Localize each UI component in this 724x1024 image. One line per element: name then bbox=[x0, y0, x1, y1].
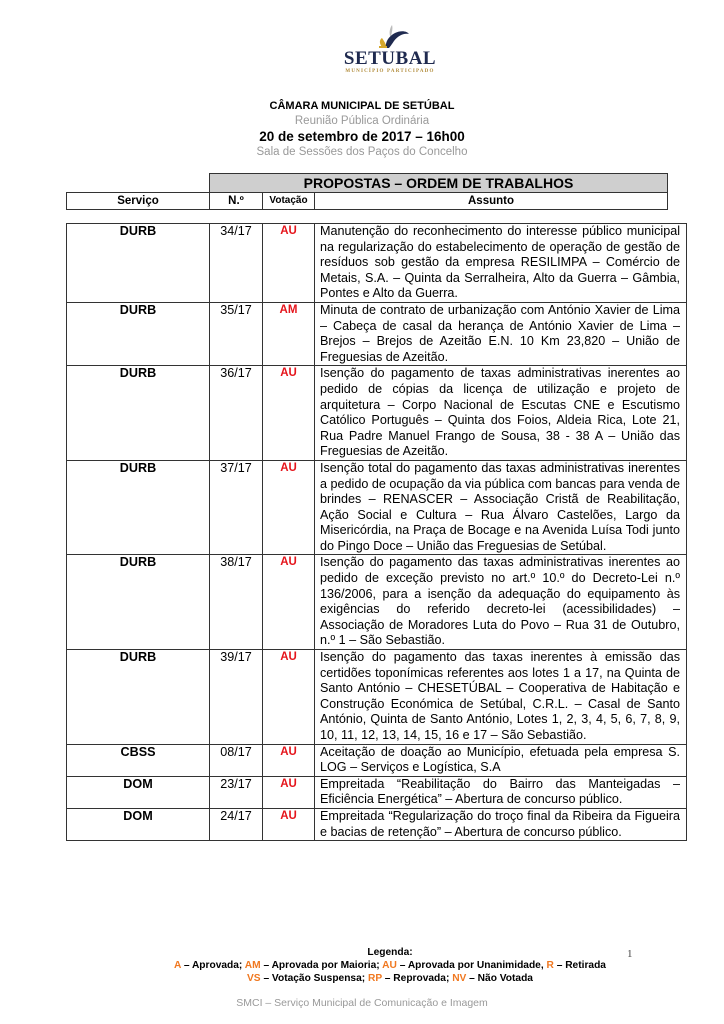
legend-label: – Aprovada por Maioria; bbox=[260, 960, 383, 971]
column-header-number: N.º bbox=[210, 193, 263, 210]
number-cell: 37/17 bbox=[210, 460, 263, 555]
page-number: 1 bbox=[627, 948, 633, 960]
legend-label: – Retirada bbox=[553, 960, 606, 971]
council-title: CÂMARA MUNICIPAL DE SETÚBAL bbox=[269, 100, 455, 112]
number-cell: 36/17 bbox=[210, 366, 263, 461]
service-cell: DURB bbox=[67, 650, 210, 745]
legend-label: – Aprovada por Unanimidade, bbox=[396, 960, 547, 971]
legend-title: Legenda: bbox=[367, 947, 413, 958]
subject-cell: Manutenção do reconhecimento do interesse público municipal na regularização do estabelecimento de operação de gestão de resíduos sob gestão da empresa RESILIMPA – Comércio de Metais, S.A. – Quinta da Serralheira, Alto da Guerra – Gâmbia, Pontes e Alto da Guerra. bbox=[315, 224, 687, 303]
subject-cell: Empreitada “Regularização do troço final da Ribeira da Figueira e bacias de retenção” – Abertura de concurso público. bbox=[315, 808, 687, 840]
table-row bbox=[67, 366, 687, 461]
service-cell: DURB bbox=[67, 302, 210, 365]
subject-cell: Aceitação de doação ao Município, efetuada pela empresa S. LOG – Serviços e Logística, S.A bbox=[315, 744, 687, 776]
header-spacer bbox=[67, 174, 210, 193]
vote-cell: AU bbox=[263, 808, 315, 840]
service-cell: DURB bbox=[67, 555, 210, 650]
table-row bbox=[67, 555, 687, 650]
legend-code: AM bbox=[244, 960, 261, 971]
number-cell: 23/17 bbox=[210, 776, 263, 808]
number-cell: 35/17 bbox=[210, 302, 263, 365]
vote-legend bbox=[0, 946, 724, 985]
service-cell: DOM bbox=[67, 808, 210, 840]
number-cell: 08/17 bbox=[210, 744, 263, 776]
subject-cell: Minuta de contrato de urbanização com António Xavier de Lima – Cabeça de casal da herança de António Xavier de Lima – Brejos – Brejos de Azeitão E.N. 10 Km 23,820 – União de Freguesias de Azeitão. bbox=[315, 302, 687, 365]
document-heading bbox=[0, 99, 724, 160]
service-cell: DURB bbox=[67, 224, 210, 303]
agenda-header-table bbox=[66, 173, 668, 210]
column-header-service: Serviço bbox=[67, 193, 210, 210]
number-cell: 24/17 bbox=[210, 808, 263, 840]
vote-cell: AU bbox=[263, 776, 315, 808]
setubal-logo bbox=[340, 22, 440, 78]
legend-code: RP bbox=[368, 973, 382, 984]
service-cell: DOM bbox=[67, 776, 210, 808]
subject-cell: Isenção total do pagamento das taxas administrativas inerentes a pedido de ocupação da via pública com bancas para venda de brindes – RENASCER – Associação Cristã de Reabilitação, Ação Social e Cultura – Rua Álvaro Castelões, Largo da Misericórdia, na Praça de Bocage e na Avenida Luísa Todi junto do Pingo Doce – União das Freguesias de Setúbal. bbox=[315, 460, 687, 555]
vote-cell: AM bbox=[263, 302, 315, 365]
logo-tagline: MUNICÍPIO PARTICIPADO bbox=[345, 69, 435, 74]
legend-code: A bbox=[174, 960, 181, 971]
legend-line-2 bbox=[0, 972, 724, 985]
table-row bbox=[67, 650, 687, 745]
subject-cell: Empreitada “Reabilitação do Bairro das Manteigadas – Eficiência Energética” – Abertura de concurso público. bbox=[315, 776, 687, 808]
agenda-banner: PROPOSTAS – ORDEM DE TRABALHOS bbox=[210, 174, 668, 193]
subject-cell: Isenção do pagamento das taxas inerentes à emissão das certidões toponímicas referentes aos lotes 1 a 17, na Quinta de Santo António – CHESETÚBAL – Cooperativa de Habitação e Construção Económica de Setúbal, C.R.L. – Casal de Santo António, Quinta de Santo António, Lotes 1, 2, 3, 4, 5, 6, 7, 8, 9, 10, 11, 12, 13, 14, 15, 16 e 17 – São Sebastião. bbox=[315, 650, 687, 745]
vote-cell: AU bbox=[263, 744, 315, 776]
legend-code: R bbox=[546, 960, 554, 971]
legend-label: – Não Votada bbox=[466, 973, 533, 984]
table-row bbox=[67, 776, 687, 808]
service-cell: CBSS bbox=[67, 744, 210, 776]
table-row bbox=[67, 302, 687, 365]
agenda-table bbox=[66, 223, 687, 841]
legend-label: – Votação Suspensa; bbox=[260, 973, 368, 984]
legend-label: – Reprovada; bbox=[381, 973, 453, 984]
vote-cell: AU bbox=[263, 460, 315, 555]
meeting-date: 20 de setembro de 2017 – 16h00 bbox=[259, 129, 465, 144]
table-row bbox=[67, 224, 687, 303]
legend-code: AU bbox=[382, 960, 397, 971]
subject-cell: Isenção do pagamento de taxas administrativas inerentes ao pedido de cópias da licença de utilização e projeto de arquitetura – Corpo Nacional de Escutas CNE e Escutismo Católico Português – Quinta dos Foios, Aldeia Rica, Lote 21, Rua Padre Manuel Frango de Sousa, 38 - 38 A – União das Freguesias de Azeitão. bbox=[315, 366, 687, 461]
service-cell: DURB bbox=[67, 366, 210, 461]
column-header-vote: Votação bbox=[263, 193, 315, 210]
vote-cell: AU bbox=[263, 555, 315, 650]
subject-cell: Isenção do pagamento das taxas administrativas inerentes ao pedido de exceção previsto no art.º 10.º do Decreto-Lei n.º 136/2006, para a isenção da adequação do equipamento às exigências do referido decreto-lei (acessibilidades) – Associação de Moradores Luta do Povo – Rua 31 de Outubro, n.º 1 – São Sebastião. bbox=[315, 555, 687, 650]
meeting-location: Sala de Sessões dos Paços do Concelho bbox=[256, 146, 468, 158]
page-footer: SMCI – Serviço Municipal de Comunicação e Imagem bbox=[236, 997, 488, 1009]
column-header-subject: Assunto bbox=[315, 193, 668, 210]
legend-label: – Aprovada; bbox=[181, 960, 245, 971]
vote-cell: AU bbox=[263, 224, 315, 303]
table-row bbox=[67, 460, 687, 555]
legend-line-1 bbox=[0, 959, 724, 972]
table-row bbox=[67, 744, 687, 776]
logo-wordmark: SETUBAL bbox=[343, 48, 437, 69]
vote-cell: AU bbox=[263, 650, 315, 745]
number-cell: 34/17 bbox=[210, 224, 263, 303]
meeting-type: Reunião Pública Ordinária bbox=[294, 115, 430, 127]
service-cell: DURB bbox=[67, 460, 210, 555]
number-cell: 39/17 bbox=[210, 650, 263, 745]
vote-cell: AU bbox=[263, 366, 315, 461]
legend-code: NV bbox=[452, 973, 467, 984]
legend-code: VS bbox=[247, 973, 261, 984]
number-cell: 38/17 bbox=[210, 555, 263, 650]
table-row bbox=[67, 808, 687, 840]
